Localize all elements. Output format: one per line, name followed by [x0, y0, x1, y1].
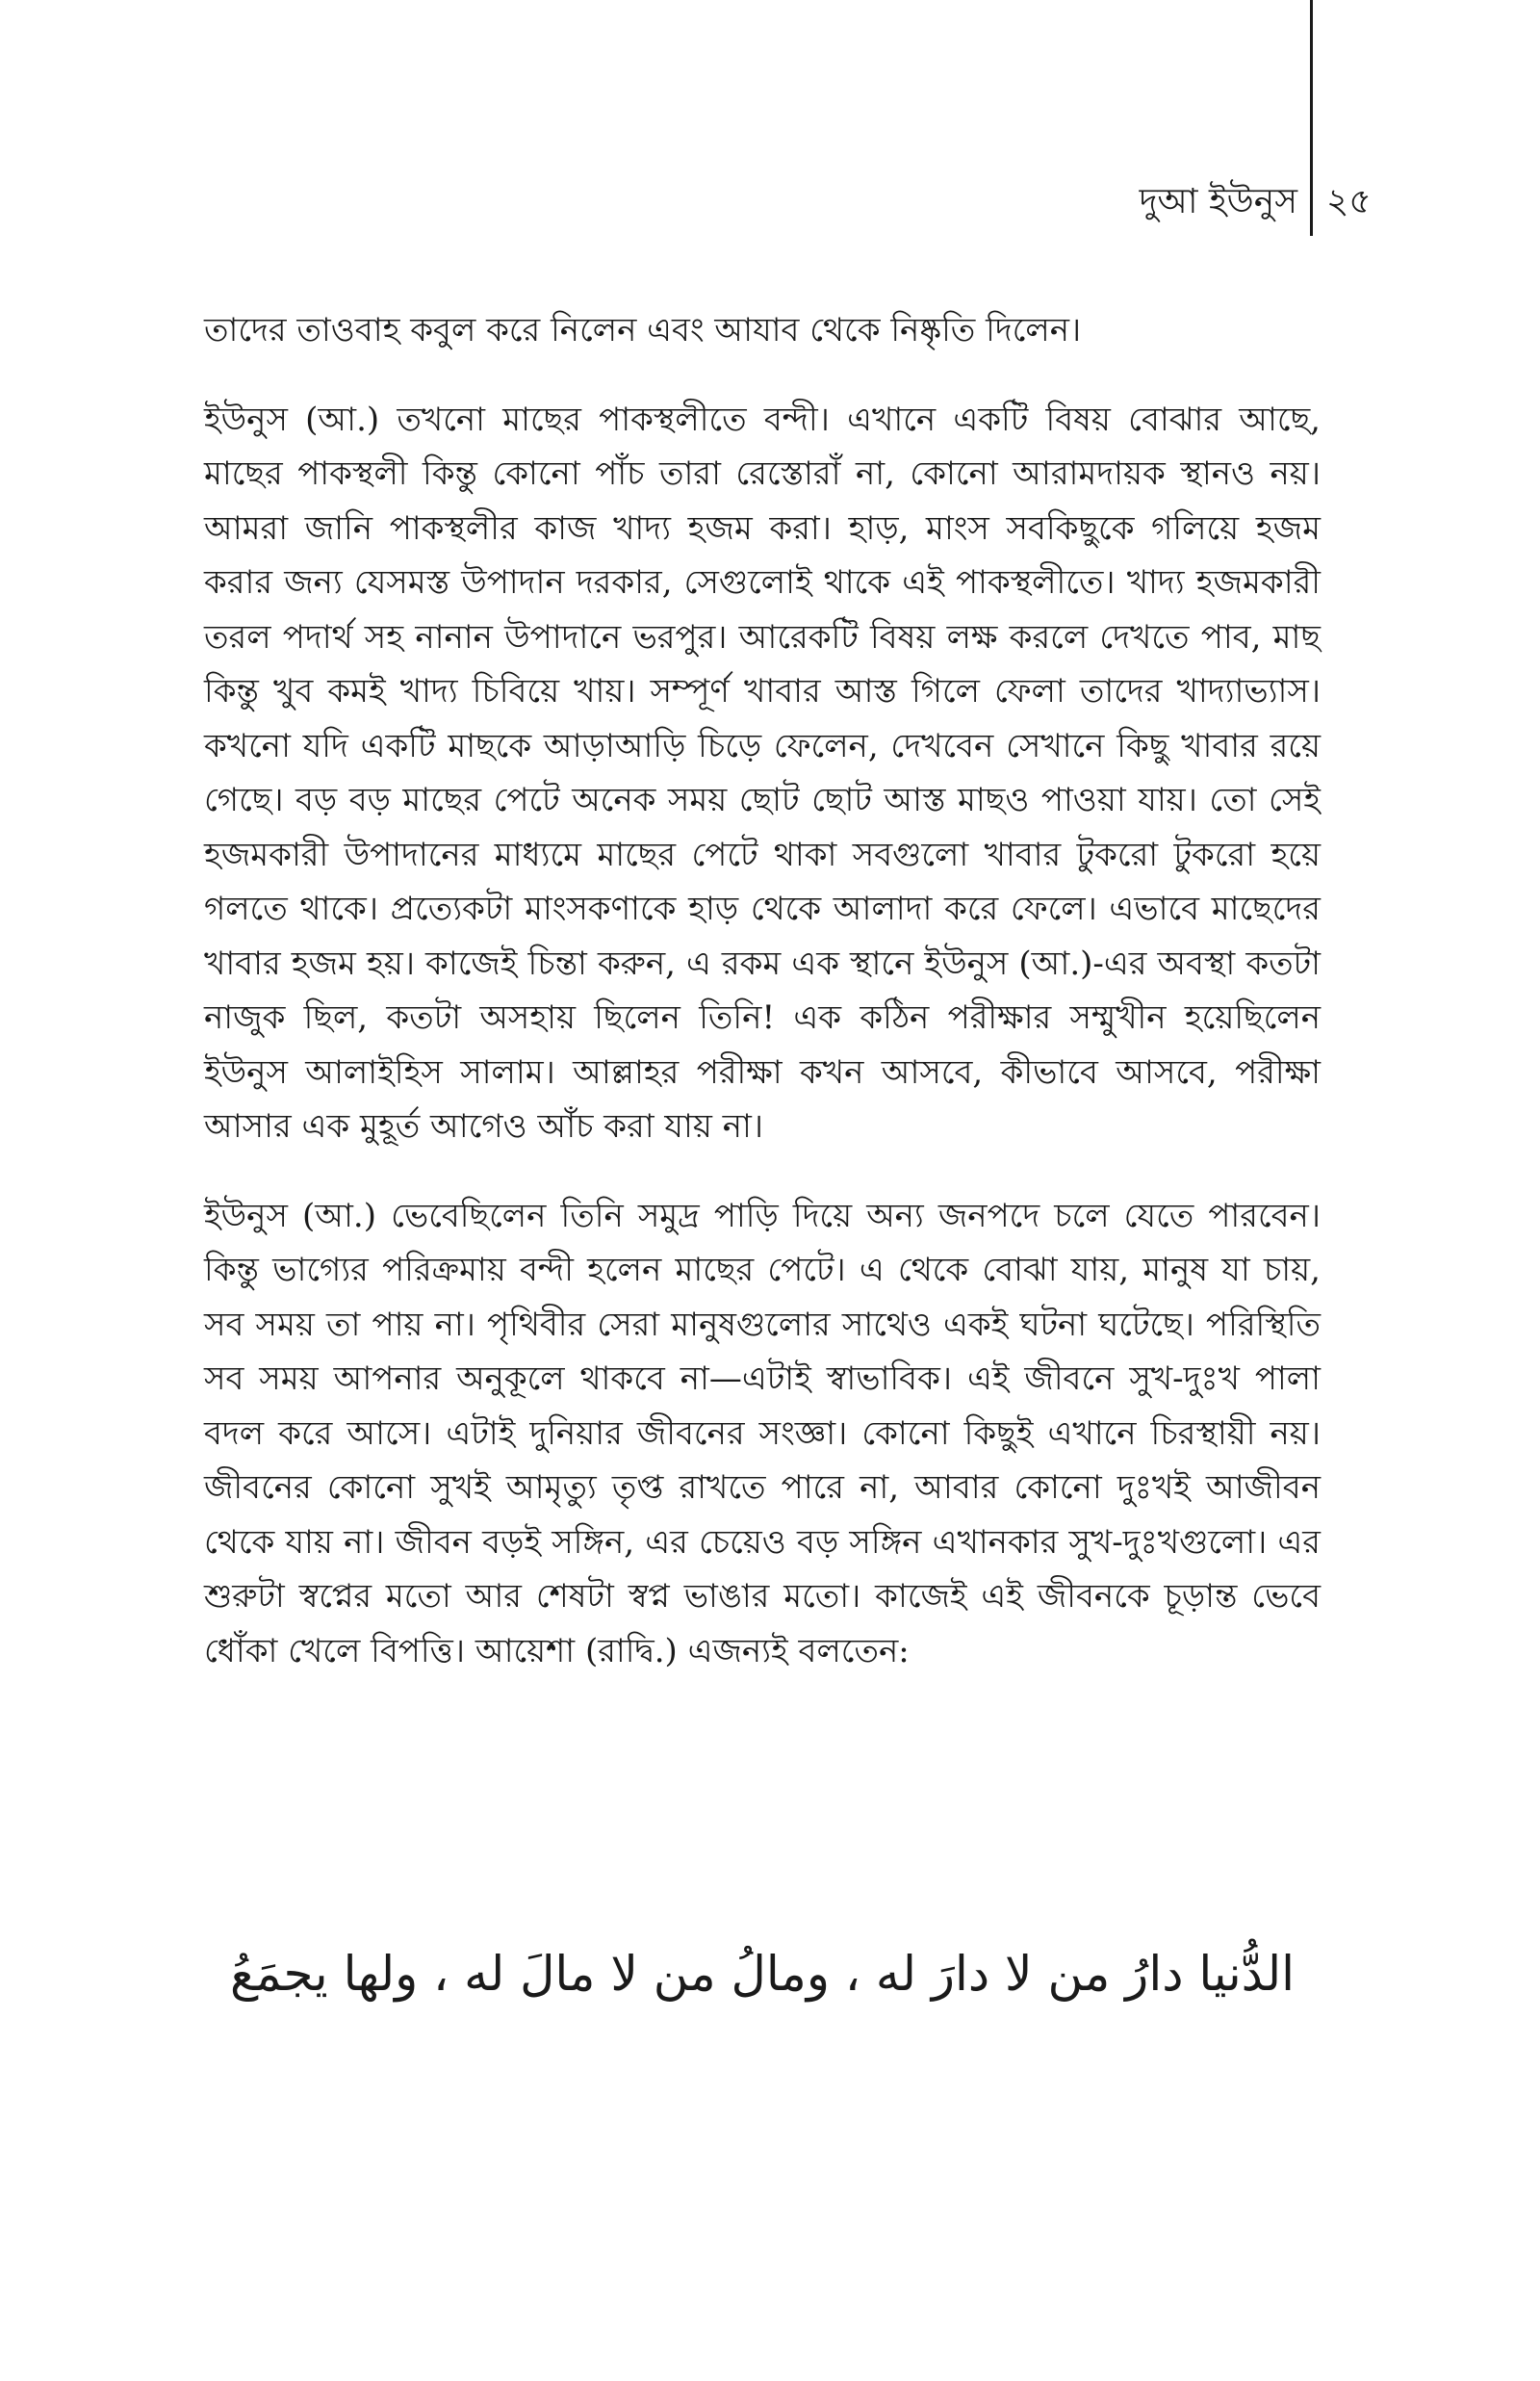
running-head-title: দুআ ইউনুস — [1139, 182, 1297, 221]
header-vertical-rule — [1310, 0, 1313, 236]
paragraph: ইউনুস (আ.) তখনো মাছের পাকস্থলীতে বন্দী। এখানে একটি বিষয় বোঝার আছে, মাছের পাকস্থলী কিন্তু কোনো পাঁচ তারা রেস্তোরাঁ না, কোনো আরামদায়ক স্থানও নয়। আমরা জানি পাকস্থলীর কাজ খাদ্য হজম করা। হাড়, মাংস সবকিছুকে গলিয়ে হজম করার জন্য যেসমস্ত উপাদান দরকার, সেগুলোই থাকে এই পাকস্থলীতে। খাদ্য হজমকারী তরল পদার্থ সহ নানান উপাদানে ভরপুর। আরেকটি বিষয় লক্ষ করলে দেখতে পাব, মাছ কিন্তু খুব কমই খাদ্য চিবিয়ে খায়। সম্পূর্ণ খাবার আস্ত গিলে ফেলা তাদের খাদ্যাভ্যাস। কখনো যদি একটি মাছকে আড়াআড়ি চিড়ে ফেলেন, দেখবেন সেখানে কিছু খাবার রয়ে গেছে। বড় বড় মাছের পেটে অনেক সময় ছোট ছোট আস্ত মাছও পাওয়া যায়। তো সেই হজমকারী উপাদানের মাধ্যমে মাছের পেটে থাকা সবগুলো খাবার টুকরো টুকরো হয়ে গলতে থাকে। প্রত্যেকটা মাংসকণাকে হাড় থেকে আলাদা করে ফেলে। এভাবে মাছেদের খাবার হজম হয়। কাজেই চিন্তা করুন, এ রকম এক স্থানে ইউনুস (আ.)-এর অবস্থা কতটা নাজুক ছিল, কতটা অসহায় ছিলেন তিনি! এক কঠিন পরীক্ষার সম্মুখীন হয়েছিলেন ইউনুস আলাইহিস সালাম। আল্লাহর পরীক্ষা কখন আসবে, কীভাবে আসবে, পরীক্ষা আসার এক মুহূর্ত আগেও আঁচ করা যায় না। — [204, 400, 1321, 1146]
paragraph: তাদের তাওবাহ কবুল করে নিলেন এবং আযাব থেকে নিষ্কৃতি দিলেন। — [204, 311, 1082, 349]
paragraph: ইউনুস (আ.) ভেবেছিলেন তিনি সমুদ্র পাড়ি দিয়ে অন্য জনপদে চলে যেতে পারবেন। কিন্তু ভাগ্যের পরিক্রমায় বন্দী হলেন মাছের পেটে। এ থেকে বোঝা যায়, মানুষ যা চায়, সব সময় তা পায় না। পৃথিবীর সেরা মানুষগুলোর সাথেও একই ঘটনা ঘটেছে। পরিস্থিতি সব সময় আপনার অনুকূলে থাকবে না—এটাই স্বাভাবিক। এই জীবনে সুখ-দুঃখ পালা বদল করে আসে। এটাই দুনিয়ার জীবনের সংজ্ঞা। কোনো কিছুই এখানে চিরস্থায়ী নয়। জীবনের কোনো সুখই আমৃত্যু তৃপ্ত রাখতে পারে না, আবার কোনো দুঃখই আজীবন থেকে যায় না। জীবন বড়ই সঙ্গিন, এর চেয়েও বড় সঙ্গিন এখানকার সুখ-দুঃখগুলো। এর শুরুটা স্বপ্নের মতো আর শেষটা স্বপ্ন ভাঙার মতো। কাজেই এই জীবনকে চূড়ান্ত ভেবে ধোঁকা খেলে বিপত্তি। আয়েশা (রাদ্বি.) এজন্যই বলতেন: — [204, 1196, 1321, 1670]
arabic-quote: الدُّنيا دارُ من لا دارَ له ، ومالُ من لا مالَ له ، ولها يجمَعُ — [229, 1946, 1295, 2002]
body-text — [204, 303, 1321, 1678]
page-number: ২৫ — [1326, 182, 1372, 221]
